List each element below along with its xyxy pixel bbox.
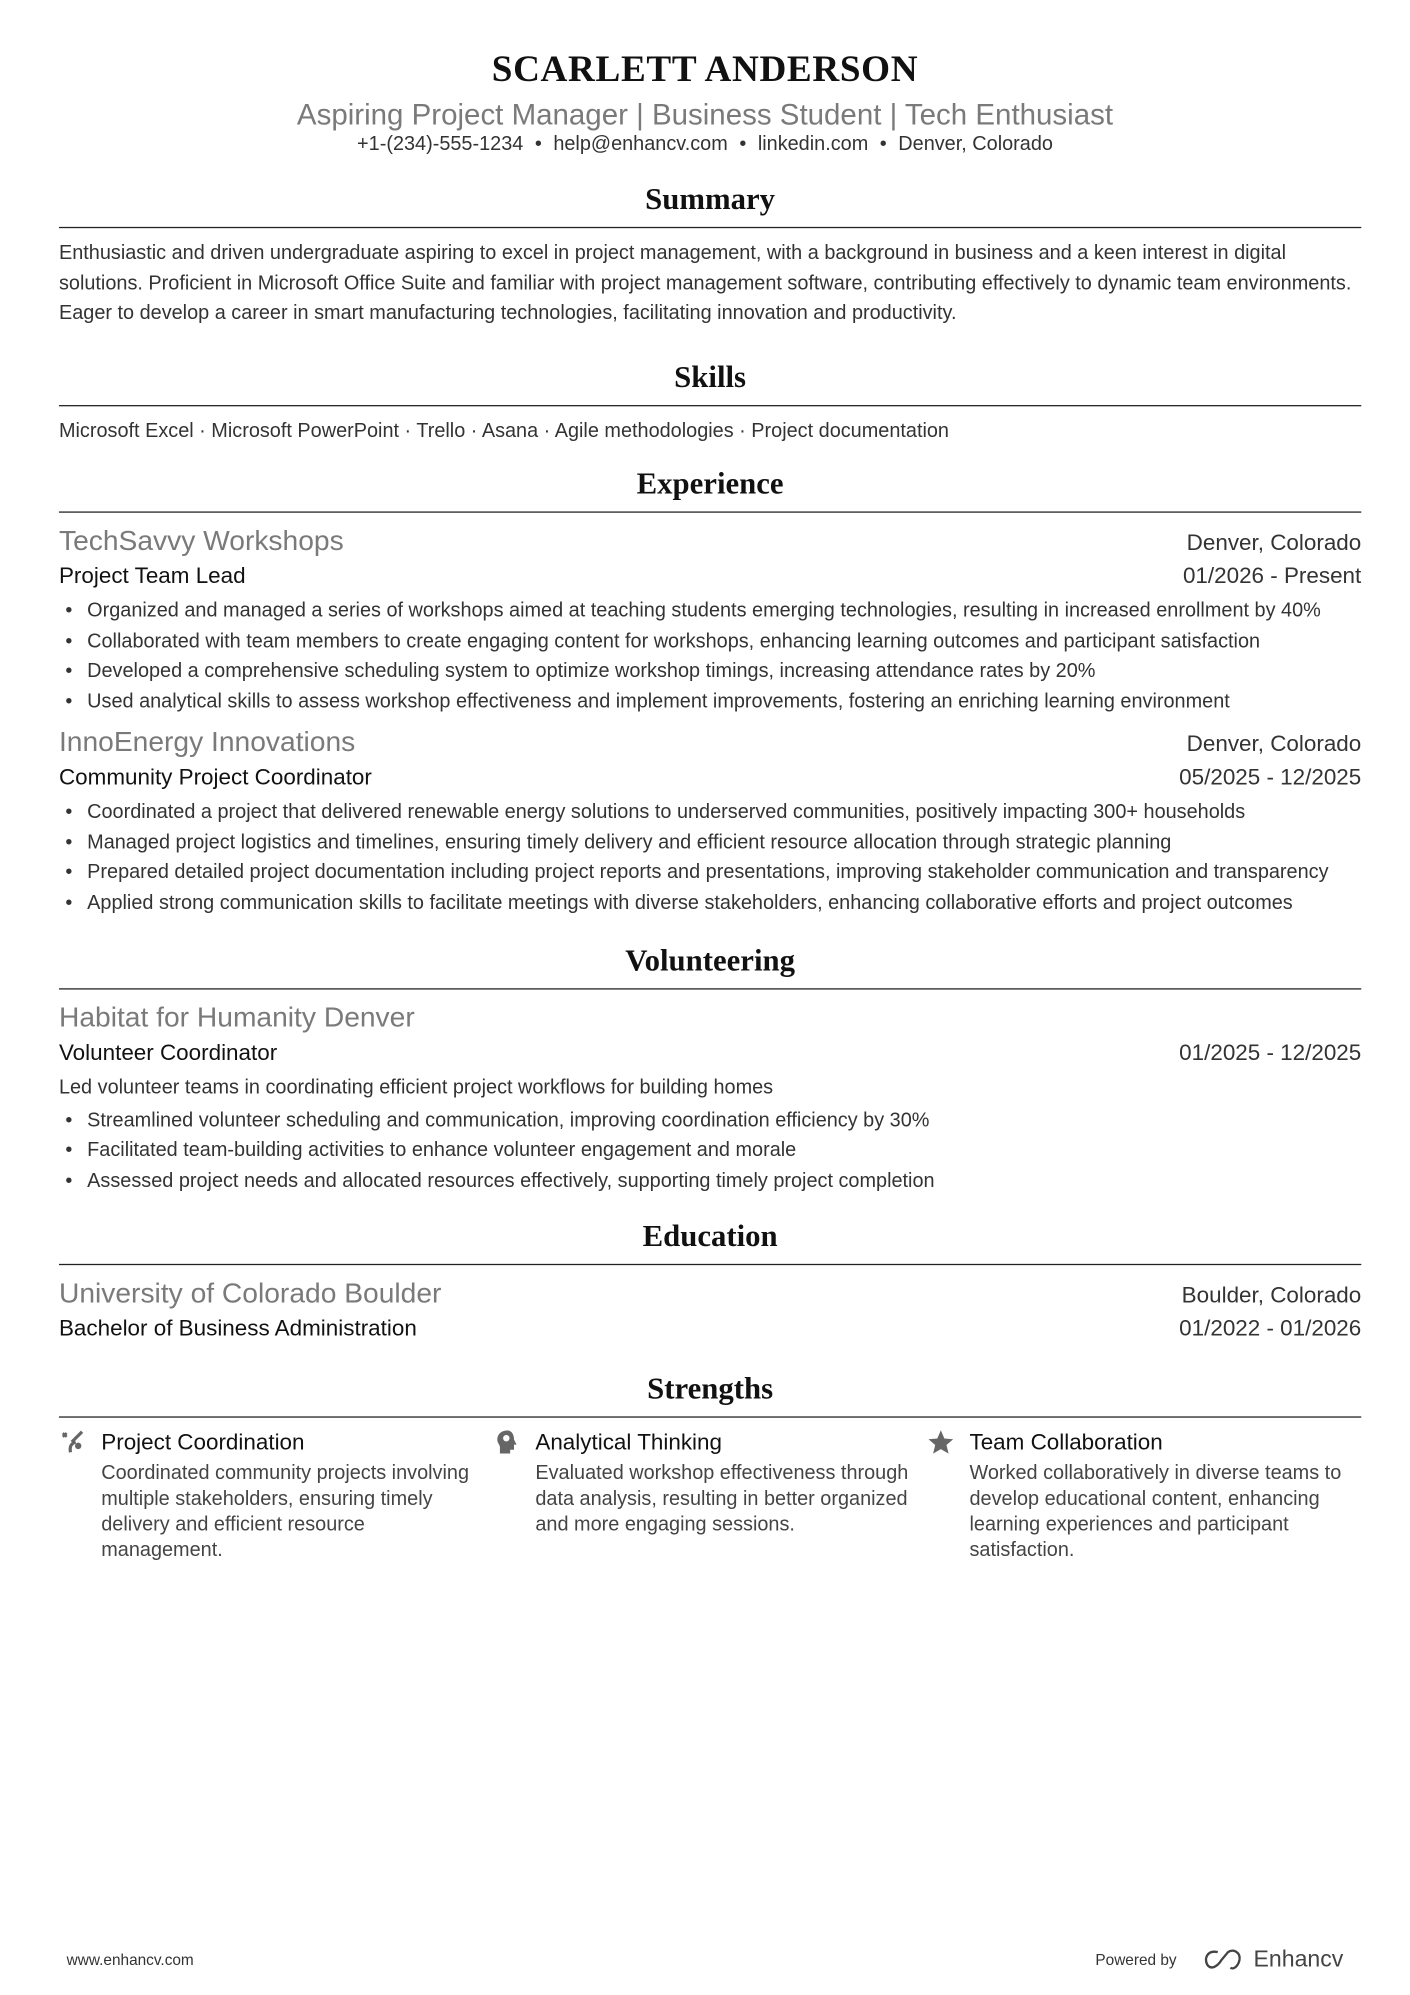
company-name: InnoEnergy Innovations: [58, 725, 356, 758]
strength-title: Team Collaboration: [969, 1429, 1163, 1455]
job-location: Denver, Colorado: [1186, 730, 1362, 757]
hand-pointing-icon: [59, 1428, 101, 1564]
phone: +1-(234)-555-1234: [357, 133, 524, 156]
divider: [59, 404, 1361, 405]
volunteer-dates: 01/2025 - 12/2025: [1179, 1039, 1362, 1066]
degree: Bachelor of Business Administration: [58, 1315, 417, 1341]
section-heading: Summary: [645, 183, 776, 217]
section-heading: Skills: [674, 360, 747, 395]
footer-website[interactable]: www.enhancv.com: [66, 1950, 194, 1969]
divider: [59, 988, 1361, 989]
contact-line: +1-(234)-555-1234 • help@enhancv.com • linkedin.com • Denver, Colorado: [357, 133, 1053, 156]
job-dates: 05/2025 - 12/2025: [1179, 763, 1362, 790]
job-role: Project Team Lead: [58, 562, 246, 589]
strength-text: Evaluated workshop effectiveness through data analysis, resulting in better organized and more engaging sessions.: [535, 1462, 909, 1536]
section-heading: Strengths: [647, 1372, 774, 1407]
linkedin[interactable]: linkedin.com: [757, 133, 869, 156]
strengths-section: [59, 1369, 1361, 1564]
bullet: • Organized and managed a series of workshops aimed at teaching students emerging technologies, resulting in increased enrollment by 40%: [87, 596, 1361, 626]
strength-title: Project Coordination: [101, 1429, 305, 1455]
summary-section: [59, 179, 1361, 328]
skills-section: [59, 357, 1361, 446]
bullet: • Facilitated team-building activities to enhance volunteer engagement and morale: [87, 1136, 1361, 1166]
bullet: • Applied strong communication skills to facilitate meetings with diverse stakeholders, enhancing collaborative efforts and project outcomes: [87, 888, 1361, 918]
section-heading: Experience: [636, 467, 784, 502]
footer: [67, 1946, 1344, 1973]
bullet: • Assessed project needs and allocated resources effectively, supporting timely project completion: [87, 1166, 1361, 1196]
head-lightbulb-icon: [493, 1428, 535, 1564]
star-icon: [927, 1428, 969, 1564]
education-section: [59, 1216, 1361, 1345]
bullet: • Developed a comprehensive scheduling system to optimize workshop timings, increasing attendance rates by 20%: [87, 656, 1361, 686]
skills-text: Microsoft Excel · Microsoft PowerPoint · Trello · Asana · Agile methodologies · Project documentation: [58, 419, 949, 442]
job-role: Community Project Coordinator: [58, 763, 372, 790]
section-heading: Education: [642, 1220, 778, 1254]
divider: [59, 1264, 1361, 1265]
organization-name: Habitat for Humanity Denver: [58, 1001, 415, 1034]
divider: [59, 1416, 1361, 1417]
divider: [59, 227, 1361, 228]
strength-text: Coordinated community projects involving multiple stakeholders, ensuring timely delivery and efficient resource management.: [101, 1462, 469, 1562]
volunteer-role: Volunteer Coordinator: [58, 1039, 278, 1066]
strength-item: [927, 1428, 1361, 1564]
brand-name: Enhancv: [1253, 1945, 1344, 1972]
experience-section: [59, 464, 1361, 918]
school-location: Boulder, Colorado: [1181, 1281, 1362, 1308]
section-heading: Volunteering: [625, 944, 796, 979]
bullet: • Managed project logistics and timelines, ensuring timely delivery and efficient resource allocation through strategic planning: [87, 827, 1361, 857]
summary-text: Enthusiastic and driven undergraduate aspiring to excel in project management, with a background in business and a keen interest in digital solutions. Proficient in Microsoft Office Suite and familiar with project management software, contributing effectively to dynamic team environments. Eager to develop a career in smart manufacturing technologies, facilitating innovation and productivity.: [58, 242, 1352, 325]
bullet: • Used analytical skills to assess workshop effectiveness and implement improvements, fostering an enriching learning environment: [87, 686, 1361, 716]
school-name: University of Colorado Boulder: [58, 1276, 442, 1309]
strength-item: [59, 1428, 493, 1564]
bullet: • Prepared detailed project documentation including project reports and presentations, improving stakeholder communication and transparency: [87, 858, 1361, 888]
volunteer-description: Led volunteer teams in coordinating efficient project workflows for building homes: [58, 1076, 774, 1099]
bullet: • Collaborated with team members to create engaging content for workshops, enhancing learning outcomes and participant satisfaction: [87, 626, 1361, 656]
location: Denver, Colorado: [898, 133, 1053, 156]
company-name: TechSavvy Workshops: [58, 524, 344, 557]
volunteering-section: [59, 941, 1361, 1196]
divider: [59, 511, 1361, 512]
strength-title: Analytical Thinking: [535, 1429, 722, 1455]
experience-entry: [59, 523, 1361, 717]
powered-by-label: Powered by: [1095, 1950, 1177, 1969]
job-dates: 01/2026 - Present: [1182, 562, 1362, 589]
email[interactable]: help@enhancv.com: [553, 133, 728, 156]
strength-item: [493, 1428, 927, 1564]
bullet: • Coordinated a project that delivered renewable energy solutions to underserved communities, positively impacting 300+ households: [87, 797, 1361, 827]
enhancv-logo[interactable]: [1202, 1946, 1343, 1973]
education-dates: 01/2022 - 01/2026: [1179, 1315, 1362, 1341]
experience-entry: [59, 724, 1361, 918]
job-location: Denver, Colorado: [1186, 529, 1362, 556]
candidate-title: Aspiring Project Manager | Business Student | Tech Enthusiast: [296, 97, 1114, 131]
bullet: • Streamlined volunteer scheduling and communication, improving coordination efficiency by 30%: [87, 1106, 1361, 1136]
enhancv-logo-icon: [1202, 1948, 1246, 1971]
strength-text: Worked collaboratively in diverse teams to develop educational content, enhancing learning experiences and participant satisfaction.: [969, 1462, 1342, 1562]
candidate-name: SCARLETT ANDERSON: [491, 48, 919, 90]
